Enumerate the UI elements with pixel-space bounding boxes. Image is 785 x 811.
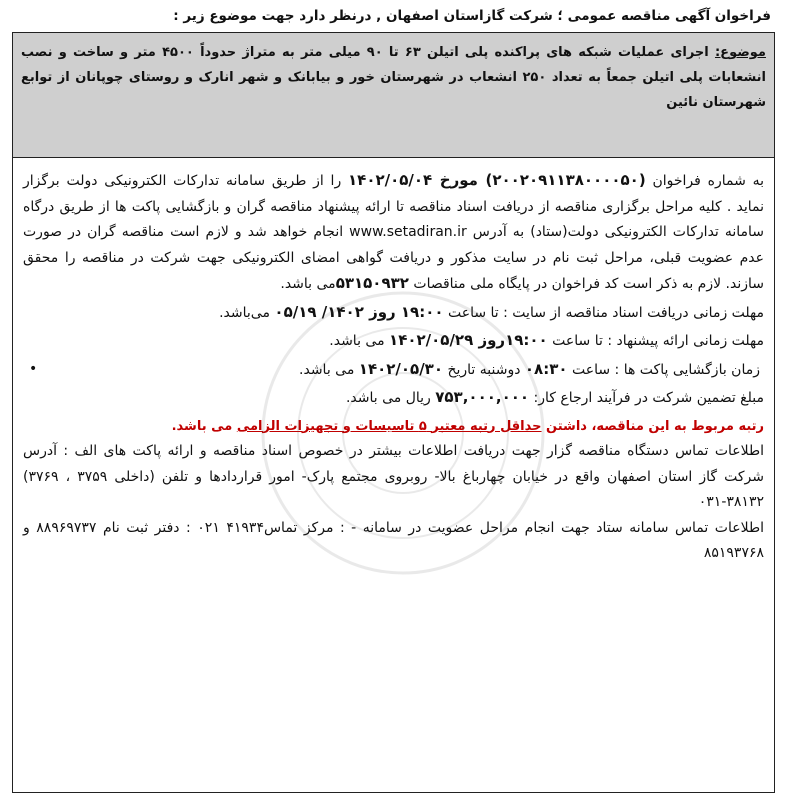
intro-text-3: انجام خواهد شد و لازم است مناقصه گران در صورت عدم عضویت قبلی، مراحل ثبت نام در سایت مذکور و دریافت گواهی امضای الکترونیکی جهت شرکت در مناقصه را محقق سازند. لازم به ذکر است کد فراخوان در پایگاه ملی مناقصات bbox=[23, 224, 764, 292]
subject-box bbox=[13, 33, 774, 158]
intro-paragraph bbox=[23, 168, 764, 298]
intro-text-2: را از طریق سامانه تدارکات الکترونیکی دولت برگزار نماید . کلیه مراحل برگزاری مناقصه از دریافت اسناد مناقصه تا ارائه پیشنهاد مناقصه گران و بازگشایی پاکت ها از طریق درگاه سامانه تدارکات الکترونیکی دولت(ستاد) به آدرس bbox=[23, 173, 765, 240]
guarantee-line bbox=[23, 385, 764, 412]
website-link[interactable]: www.setadiran.ir bbox=[349, 224, 467, 240]
opening-date-value: ۱۴۰۲/۰۵/۳۰ bbox=[358, 359, 443, 378]
subject-label: موضوع: bbox=[714, 45, 766, 60]
tender-number: (۲۰۰۲۰۹۱۱۳۸۰۰۰۰۵۰) مورخ ۱۴۰۲/۰۵/۰۴ bbox=[348, 171, 646, 189]
docs-deadline-suffix: می‌باشد. bbox=[219, 304, 270, 321]
requirement-line bbox=[23, 414, 764, 440]
opening-time bbox=[23, 357, 764, 384]
contact-info-setad: اطلاعات تماس سامانه ستاد جهت انجام مراحل عضویت در سامانه - : مرکز تماس۴۱۹۳۴ ۰۲۱ : دفتر ثبت نام ۸۸۹۶۹۷۳۷ و ۸۵۱۹۳۷۶۸ bbox=[23, 519, 764, 561]
offer-deadline-suffix: می باشد. bbox=[329, 333, 385, 349]
offer-deadline-prefix: مهلت زمانی ارائه پیشنهاد : تا ساعت bbox=[552, 333, 764, 349]
announcement-frame bbox=[12, 32, 775, 793]
intro-text-4: می باشد. bbox=[280, 276, 336, 292]
bullet-icon: • bbox=[29, 360, 38, 377]
docs-deadline bbox=[23, 300, 764, 327]
offer-deadline-value: ۱۹:۰۰روز ۱۴۰۲/۰۵/۲۹ bbox=[389, 331, 548, 349]
docs-deadline-value: ۱۹:۰۰ روز ۱۴۰۲/ ۰۵/۱۹ bbox=[274, 302, 444, 321]
guarantee-value: ۷۵۳,۰۰۰,۰۰۰ bbox=[435, 388, 530, 406]
offer-deadline bbox=[23, 328, 764, 355]
requirement-prefix: رتبه مربوط به این مناقصه، داشتن bbox=[546, 418, 764, 434]
requirement-underlined: حداقل رتبه معتبر ۵ تاسیسات و تجهیزات الزامی bbox=[236, 418, 542, 434]
opening-mid: دوشنبه تاریخ bbox=[447, 361, 521, 378]
guarantee-prefix: مبلغ تضمین شرکت در فرآیند ارجاع کار: bbox=[533, 390, 764, 406]
opening-prefix: زمان بازگشایی پاکت ها : ساعت bbox=[571, 361, 760, 378]
intro-text-1: به شماره فراخوان bbox=[652, 173, 765, 189]
subject-text: اجرای عملیات شبکه های پراکنده پلی اتیلن ۶۳ تا ۹۰ میلی متر به متراژ حدوداً ۴۵۰۰ متر و ساخت و نصب انشعابات پلی اتیلن جمعاً به تعداد ۲۵۰ انشعاب در شهرستان خور و بیابانک و شهر انارک و روستای چوپانان از توابع شهرستان نائین bbox=[21, 45, 767, 110]
opening-time-value: ۰۸:۳۰ bbox=[524, 359, 568, 378]
docs-deadline-prefix: مهلت زمانی دریافت اسناد مناقصه از سایت : تا ساعت bbox=[447, 304, 764, 321]
requirement-suffix: می باشد. bbox=[171, 418, 233, 434]
opening-suffix: می باشد. bbox=[299, 361, 355, 378]
guarantee-suffix: ریال می باشد. bbox=[345, 390, 431, 406]
contact-info-tender: اطلاعات تماس دستگاه مناقصه گزار جهت دریافت اطلاعات بیشتر در خصوص اسناد مناقصه و ارائه پاکت های الف : آدرس شرکت گاز استان اصفهان واقع در خیابان چهارباغ بالا- روبروی مجتمع پارک- امور قراردادها و تلفن (داخلی ۳۷۵۹ ، ۳۷۶۹) ۳۸۱۳۲-۰۳۱ bbox=[23, 443, 765, 510]
tender-code: ۵۳۱۵۰۹۳۲ bbox=[335, 274, 409, 292]
announcement-body bbox=[13, 158, 774, 567]
announcement-header: فراخوان آگهی مناقصه عمومی ؛ شرکت گازاستان اصفهان , درنظر دارد جهت موضوع زیر : bbox=[173, 8, 771, 24]
